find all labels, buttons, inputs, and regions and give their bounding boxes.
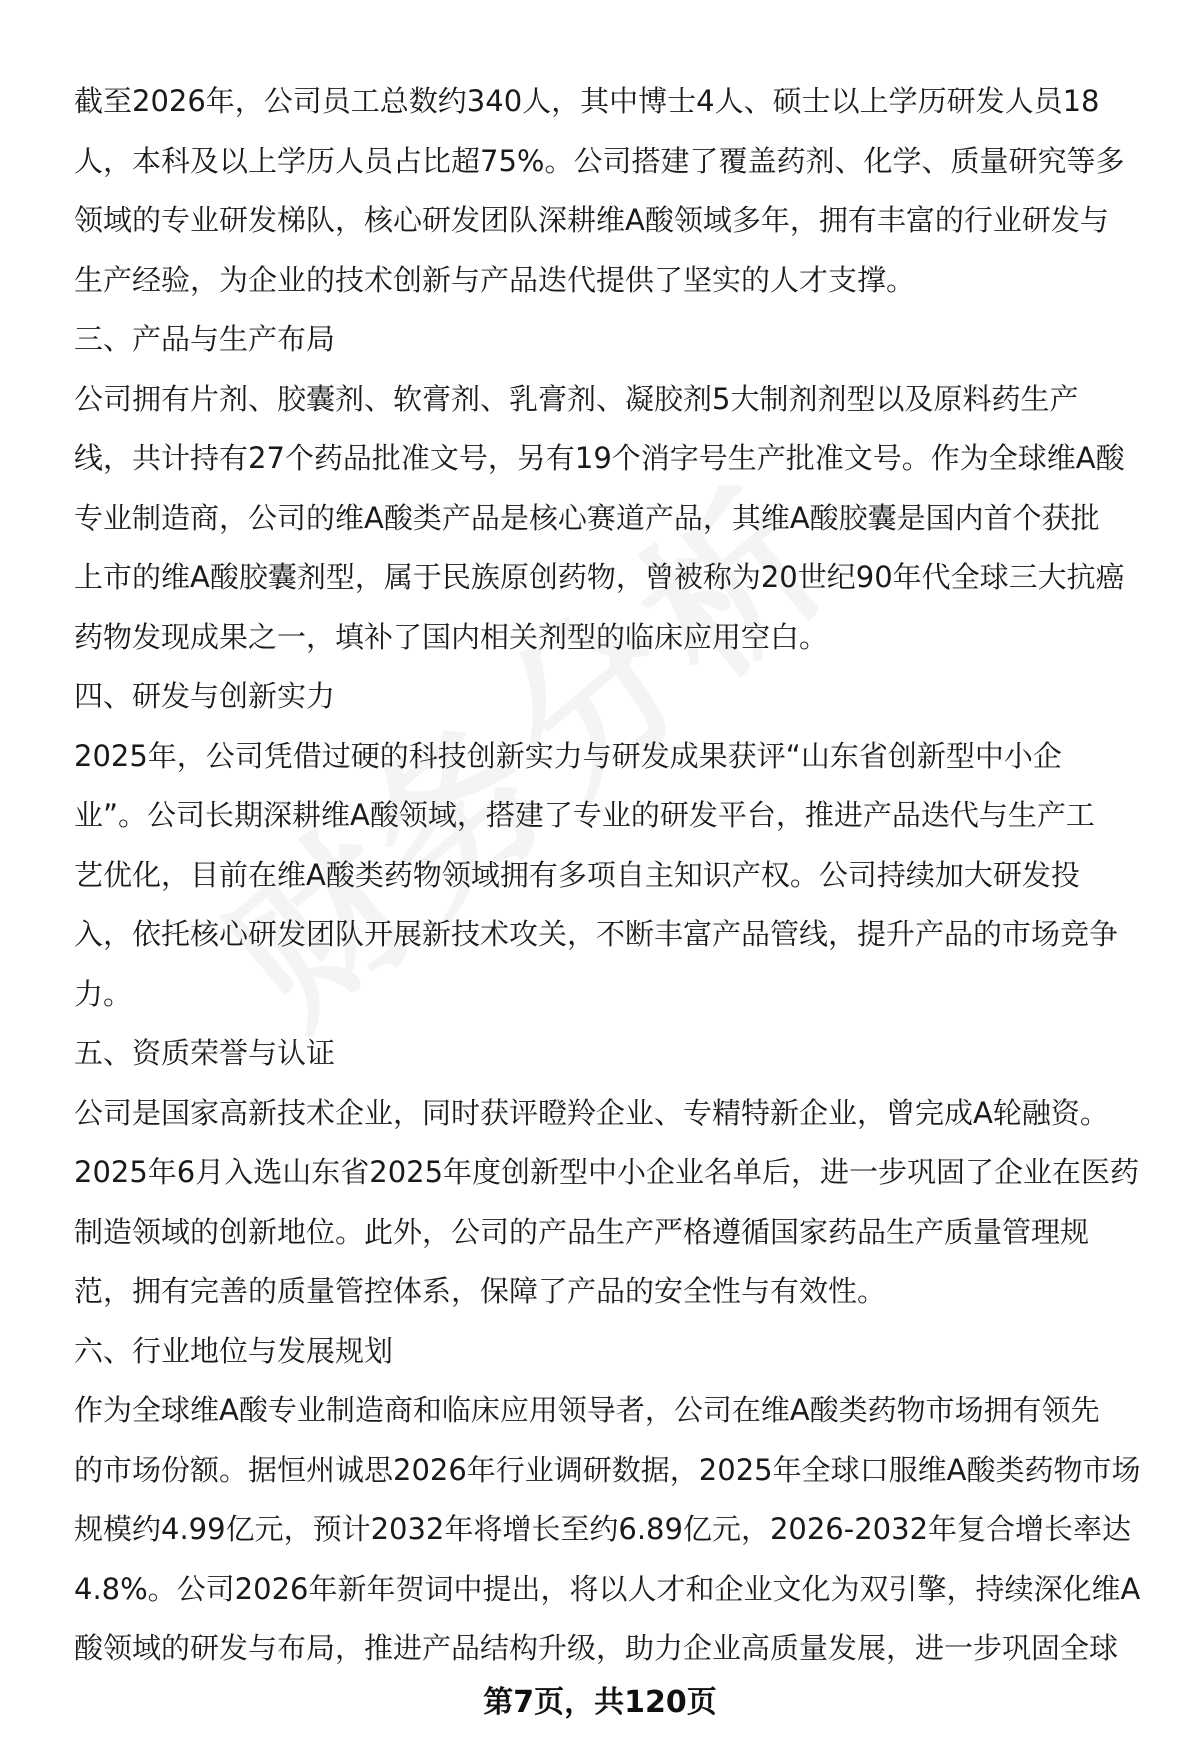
paragraph-line: 业”。公司长期深耕维A酸领域，搭建了专业的研发平台，推进产品迭代与生产工	[74, 798, 1095, 832]
paragraph-line: 上市的维A酸胶囊剂型，属于民族原创药物，曾被称为20世纪90年代全球三大抗癌	[74, 560, 1125, 594]
page-number-footer: 第7页，共120页	[483, 1685, 717, 1720]
paragraph-line: 制造领域的创新地位。此外，公司的产品生产严格遵循国家药品生产质量管理规	[74, 1214, 1090, 1249]
paragraph-line: 2025年6月入选山东省2025年度创新型中小企业名单后，进一步巩固了企业在医药	[74, 1155, 1140, 1189]
paragraph-line: 公司是国家高新技术企业，同时获评瞪羚企业、专精特新企业，曾完成A轮融资。	[74, 1095, 1109, 1130]
paragraph-line: 入，依托核心研发团队开展新技术攻关，不断丰富产品管线，提升产品的市场竞争	[74, 917, 1119, 951]
section-heading: 三、产品与生产布局	[74, 322, 336, 356]
paragraph-line: 药物发现成果之一，填补了国内相关剂型的临床应用空白。	[74, 619, 829, 654]
paragraph-line: 规模约4.99亿元，预计2032年将增长至约6.89亿元，2026-2032年复合增长率达	[74, 1512, 1132, 1546]
section-heading: 六、行业地位与发展规划	[74, 1333, 394, 1368]
paragraph-line: 领域的专业研发梯队，核心研发团队深耕维A酸领域多年，拥有丰富的行业研发与	[74, 203, 1109, 237]
paragraph-line: 生产经验，为企业的技术创新与产品迭代提供了坚实的人才支撑。	[74, 262, 916, 297]
document-body	[74, 72, 1154, 1679]
paragraph-line: 酸领域的研发与布局，推进产品结构升级，助力企业高质量发展，进一步巩固全球	[74, 1631, 1119, 1665]
paragraph-line: 作为全球维A酸专业制造商和临床应用领导者，公司在维A酸类药物市场拥有领先	[74, 1393, 1100, 1427]
paragraph-line: 的市场份额。据恒州诚思2026年行业调研数据，2025年全球口服维A酸类药物市场	[74, 1452, 1141, 1487]
paragraph-line: 力。	[74, 976, 133, 1011]
section-heading: 五、资质荣誉与认证	[74, 1036, 336, 1070]
paragraph-line: 范，拥有完善的质量管控体系，保障了产品的安全性与有效性。	[74, 1274, 887, 1308]
paragraph-line: 截至2026年，公司员工总数约340人，其中博士4人、硕士以上学历研发人员18	[74, 84, 1100, 118]
section-heading: 四、研发与创新实力	[74, 679, 336, 713]
paragraph-line: 线，共计持有27个药品批准文号，另有19个消字号生产批准文号。作为全球维A酸	[74, 441, 1125, 475]
paragraph-line: 人，本科及以上学历人员占比超75%。公司搭建了覆盖药剂、化学、质量研究等多	[74, 143, 1125, 178]
paragraph-line: 公司拥有片剂、胶囊剂、软膏剂、乳膏剂、凝胶剂5大制剂剂型以及原料药生产	[74, 381, 1079, 416]
paragraph-line: 专业制造商，公司的维A酸类产品是核心赛道产品，其维A酸胶囊是国内首个获批	[74, 500, 1100, 535]
paragraph-line: 艺优化，目前在维A酸类药物领域拥有多项自主知识产权。公司持续加大研发投	[74, 857, 1080, 892]
paragraph-line: 2025年，公司凭借过硬的科技创新实力与研发成果获评“山东省创新型中小企	[74, 738, 1062, 773]
paragraph-line: 4.8%。公司2026年新年贺词中提出，将以人才和企业文化为双引擎，持续深化维A	[74, 1571, 1141, 1606]
